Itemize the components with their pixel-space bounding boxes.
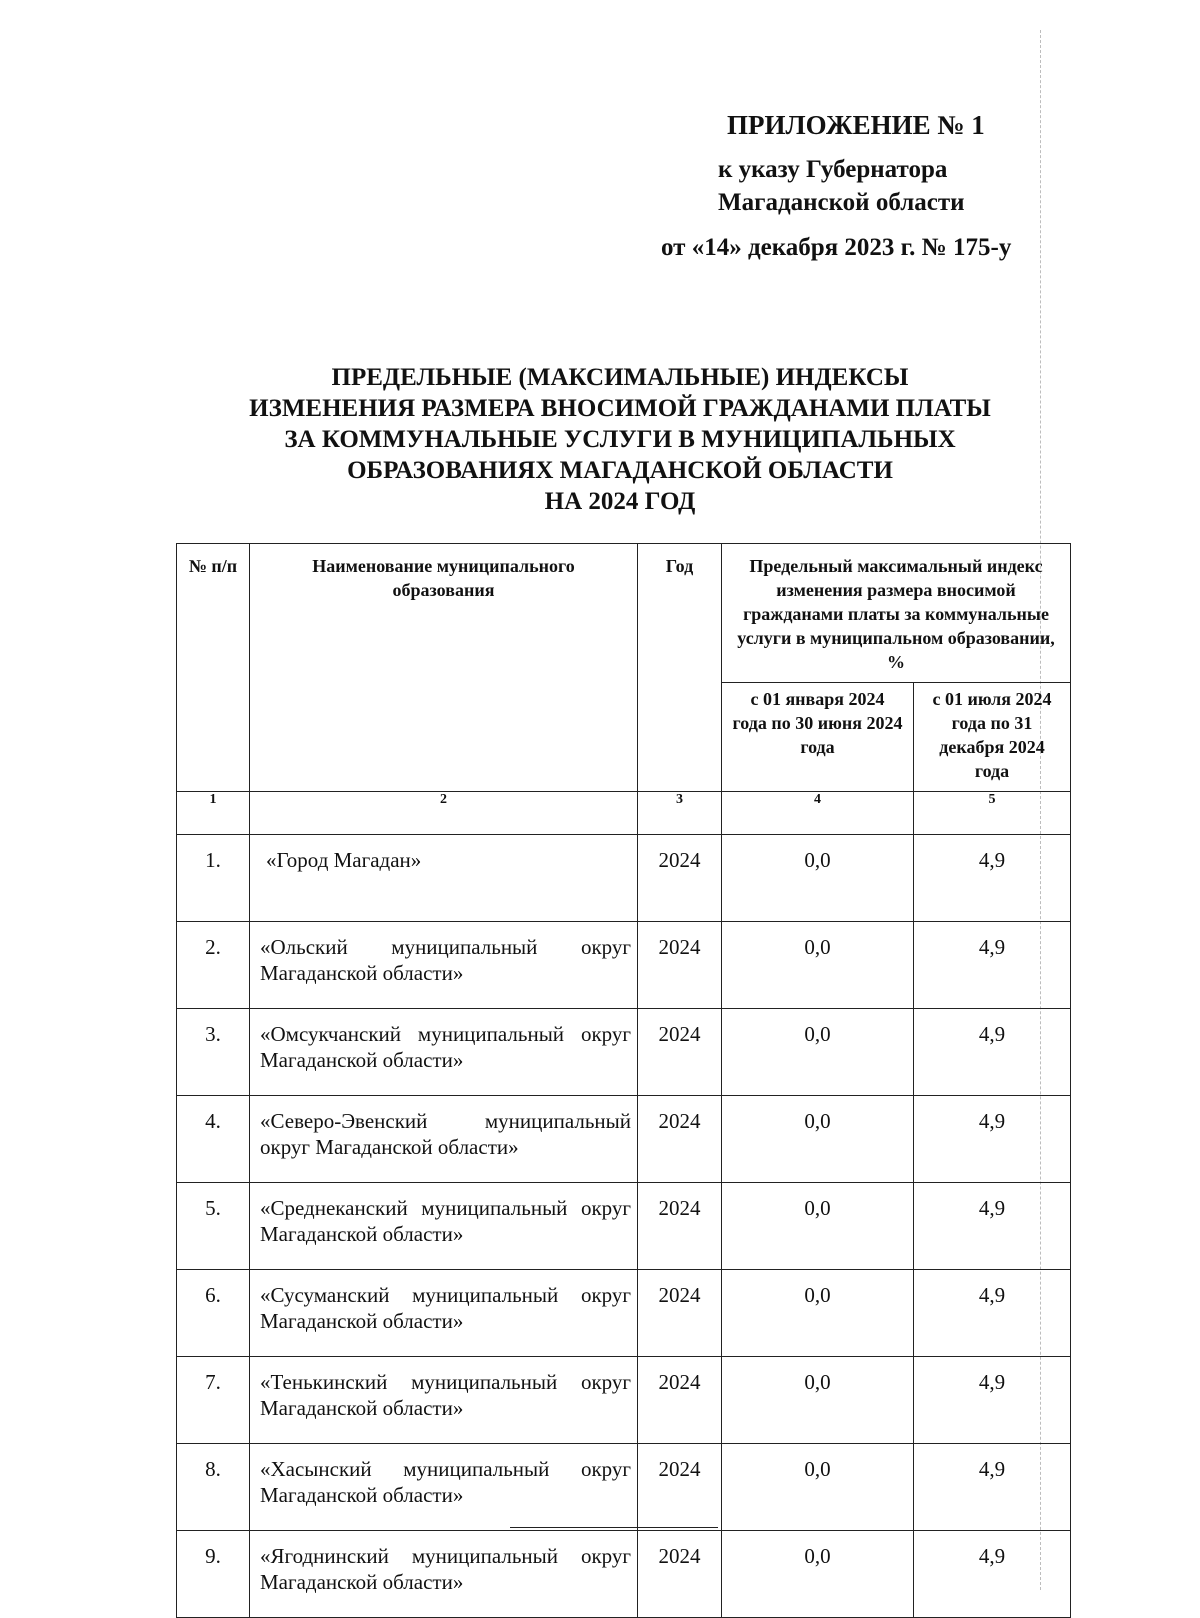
- table-row: [177, 1096, 1071, 1183]
- index-period-1: 0,0: [722, 1531, 914, 1618]
- year-cell: 2024: [638, 1096, 722, 1183]
- municipality-name: «Ягоднинский муниципальный округ Магаданской области»: [250, 1531, 638, 1618]
- column-number: 2: [250, 792, 638, 835]
- municipality-name: «Омсукчанский муниципальный округ Магаданской области»: [250, 1009, 638, 1096]
- index-period-2: 4,9: [914, 922, 1071, 1009]
- closing-separator-line: [510, 1527, 718, 1528]
- table-row: [177, 1270, 1071, 1357]
- header-num: № п/п: [177, 544, 250, 792]
- table-row: [177, 1357, 1071, 1444]
- column-number: 4: [722, 792, 914, 835]
- table-row: [177, 1183, 1071, 1270]
- table-row: [177, 835, 1071, 922]
- index-period-1: 0,0: [722, 1009, 914, 1096]
- index-period-1: 0,0: [722, 1357, 914, 1444]
- index-period-2: 4,9: [914, 1531, 1071, 1618]
- row-number: 1.: [177, 835, 250, 922]
- year-cell: 2024: [638, 1009, 722, 1096]
- row-number: 3.: [177, 1009, 250, 1096]
- title-line: НА 2024 ГОД: [544, 488, 696, 515]
- index-period-2: 4,9: [914, 1357, 1071, 1444]
- header-year: Год: [638, 544, 722, 792]
- annex-region: Магаданской области: [718, 189, 965, 216]
- row-number: 7.: [177, 1357, 250, 1444]
- municipality-name: «Сусуманский муниципальный округ Магаданской области»: [250, 1270, 638, 1357]
- table-row: [177, 1531, 1071, 1618]
- title-line: ОБРАЗОВАНИЯХ МАГАДАНСКОЙ ОБЛАСТИ: [347, 457, 893, 484]
- row-number: 4.: [177, 1096, 250, 1183]
- column-numbers-row: [177, 792, 1071, 835]
- row-number: 9.: [177, 1531, 250, 1618]
- table-row: [177, 922, 1071, 1009]
- year-cell: 2024: [638, 1357, 722, 1444]
- index-period-1: 0,0: [722, 1183, 914, 1270]
- table-row: [177, 1009, 1071, 1096]
- year-cell: 2024: [638, 1270, 722, 1357]
- annex-title: ПРИЛОЖЕНИЕ № 1: [727, 110, 985, 140]
- index-period-2: 4,9: [914, 1270, 1071, 1357]
- row-number: 5.: [177, 1183, 250, 1270]
- year-cell: 2024: [638, 922, 722, 1009]
- annex-date-number: от «14» декабря 2023 г. № 175-у: [661, 234, 1012, 261]
- municipality-name: «Тенькинский муниципальный округ Магаданской области»: [250, 1357, 638, 1444]
- municipality-name: «Город Магадан»: [250, 835, 638, 922]
- index-period-2: 4,9: [914, 1444, 1071, 1531]
- municipality-name: «Среднеканский муниципальный округ Магаданской области»: [250, 1183, 638, 1270]
- table-row: [177, 1444, 1071, 1531]
- row-number: 8.: [177, 1444, 250, 1531]
- annex-decree-reference: к указу Губернатора: [718, 156, 948, 183]
- index-period-1: 0,0: [722, 835, 914, 922]
- index-period-1: 0,0: [722, 1270, 914, 1357]
- municipality-name: «Северо-Эвенский муниципальный округ Магаданской области»: [250, 1096, 638, 1183]
- year-cell: 2024: [638, 1183, 722, 1270]
- column-number: 1: [177, 792, 250, 835]
- index-period-2: 4,9: [914, 1096, 1071, 1183]
- title-line: ЗА КОММУНАЛЬНЫЕ УСЛУГИ В МУНИЦИПАЛЬНЫХ: [284, 426, 956, 453]
- header-index: Предельный максимальный индекс изменения размера вносимой гражданами платы за коммунальные услуги в муниципальном образовании, %: [722, 544, 1071, 683]
- index-table: [176, 543, 1071, 1618]
- year-cell: 2024: [638, 1531, 722, 1618]
- year-cell: 2024: [638, 835, 722, 922]
- row-number: 2.: [177, 922, 250, 1009]
- title-line: ИЗМЕНЕНИЯ РАЗМЕРА ВНОСИМОЙ ГРАЖДАНАМИ ПЛАТЫ: [249, 395, 991, 422]
- header-name: Наименование муниципального образования: [250, 544, 638, 792]
- municipality-name: «Ольский муниципальный округ Магаданской области»: [250, 922, 638, 1009]
- column-number: 5: [914, 792, 1071, 835]
- header-period-1: с 01 января 2024 года по 30 июня 2024 года: [722, 683, 914, 792]
- document-title: [160, 362, 1080, 517]
- year-cell: 2024: [638, 1444, 722, 1531]
- municipality-name: «Хасынский муниципальный округ Магаданской области»: [250, 1444, 638, 1531]
- index-period-1: 0,0: [722, 1096, 914, 1183]
- index-period-2: 4,9: [914, 835, 1071, 922]
- index-period-1: 0,0: [722, 1444, 914, 1531]
- column-number: 3: [638, 792, 722, 835]
- header-period-2: с 01 июля 2024 года по 31 декабря 2024 года: [914, 683, 1071, 792]
- index-period-2: 4,9: [914, 1009, 1071, 1096]
- index-period-2: 4,9: [914, 1183, 1071, 1270]
- row-number: 6.: [177, 1270, 250, 1357]
- index-period-1: 0,0: [722, 922, 914, 1009]
- title-line: ПРЕДЕЛЬНЫЕ (МАКСИМАЛЬНЫЕ) ИНДЕКСЫ: [331, 364, 909, 391]
